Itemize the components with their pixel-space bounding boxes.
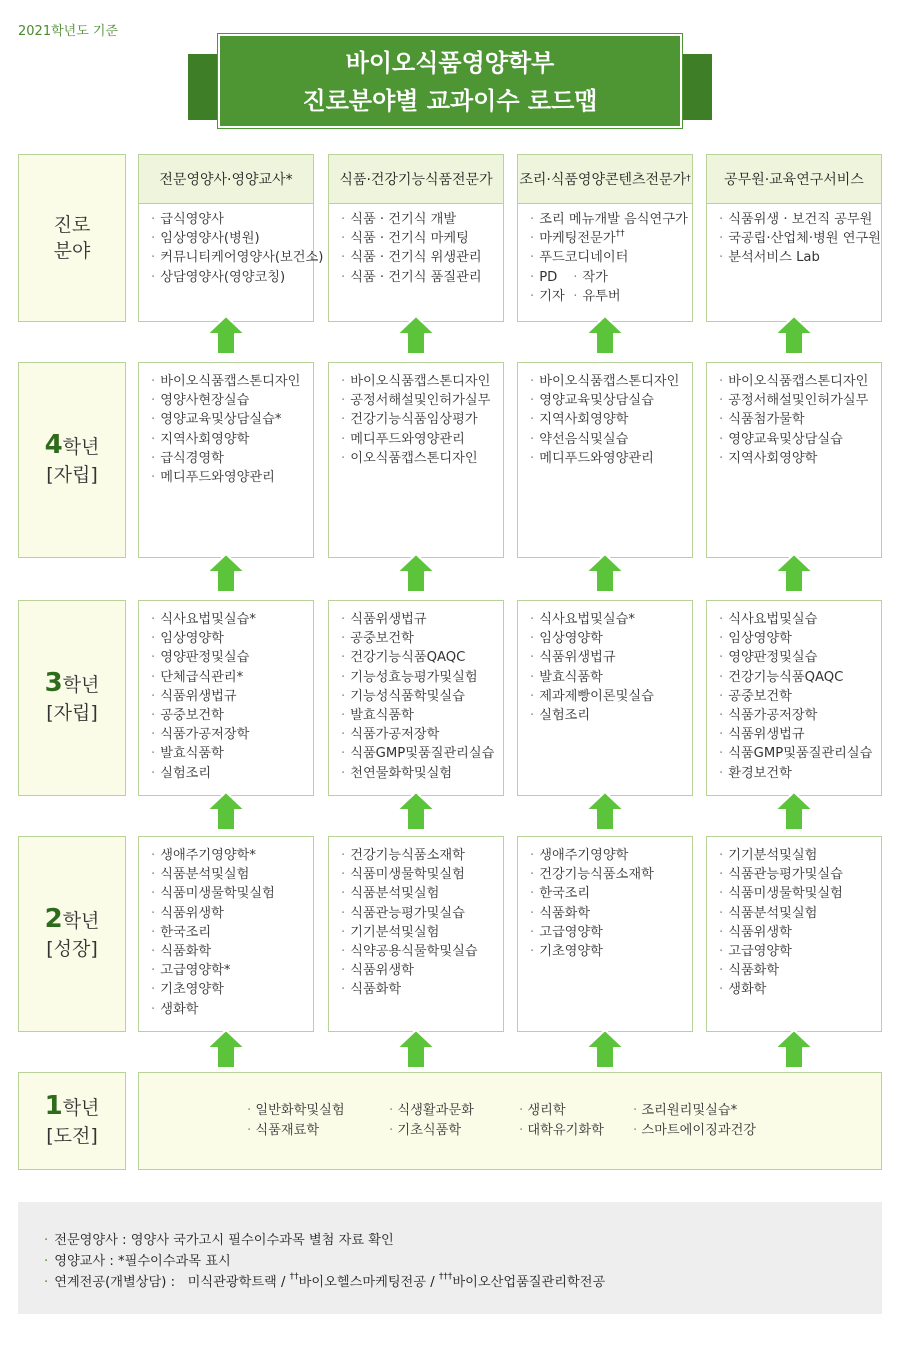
course-item: · 공중보건학: [341, 629, 503, 648]
career-item: · 식품 · 건기식 위생관리: [341, 248, 503, 267]
course-item: · 영양판정및실습: [719, 648, 881, 667]
grade-2-box: [18, 836, 126, 1032]
note-text-3-label: 연계전공(개별상담) :: [54, 1275, 176, 1290]
grade-4-box: [18, 362, 126, 558]
course-item: · 식품위생학: [341, 961, 503, 980]
course-item: · 바이오식품캡스톤디자인: [719, 372, 881, 391]
up-arrow-icon: [205, 1028, 247, 1070]
note-text-3-b: 바이오헬스마케팅전공 /: [298, 1275, 435, 1290]
course-item: · 영양판정및실습: [151, 648, 313, 667]
course-item: · 기기분석및실험: [341, 923, 503, 942]
course-item: · 임상영양학: [530, 629, 692, 648]
course-item: · 지역사회영양학: [530, 410, 692, 429]
course-item: · 식품GMP및품질관리실습: [341, 744, 503, 763]
page-title-line1: 바이오식품영양학부: [345, 49, 555, 77]
grade-3-box: [18, 600, 126, 796]
up-arrow-icon: [395, 314, 437, 356]
course-item: · 식품위생법규: [341, 610, 503, 629]
grade-2-subtitle: [성장]: [46, 938, 98, 960]
column-header-sup: †: [686, 174, 691, 184]
year-tag: 2021학년도 기준: [18, 24, 119, 39]
course-item: · 식품가공저장학: [719, 706, 881, 725]
page-title: [218, 34, 682, 128]
up-arrow-icon: [395, 1028, 437, 1070]
note-sup-b: ††: [289, 1272, 299, 1282]
list-item: · 식품재료학: [247, 1121, 345, 1141]
grade2-col-3: [517, 836, 693, 1032]
course-item: · 고급영양학: [719, 942, 881, 961]
career-item: · 식품위생 · 보건직 공무원: [719, 210, 881, 229]
course-item: · 식품가공저장학: [151, 725, 313, 744]
course-item: · 식품미생물학및실험: [719, 884, 881, 903]
grade-3-subtitle: [자립]: [46, 702, 98, 724]
career-label-line2: 분야: [53, 240, 91, 262]
grade-1-course-group-1: [247, 1101, 345, 1141]
column-header-2: [328, 154, 504, 204]
course-item: · 공정서해설및인허가실무: [719, 391, 881, 410]
notes-box: [18, 1202, 882, 1314]
course-item: · 식품위생법규: [530, 648, 692, 667]
career-item: · 상담영양사(영양코칭): [151, 268, 313, 287]
grade3-col-4: [706, 600, 882, 796]
career-item: · 급식영양사: [151, 210, 313, 229]
grade-1-courses-box: [138, 1072, 882, 1170]
course-item: · 환경보건학: [719, 764, 881, 783]
course-item: · 발효식품학: [151, 744, 313, 763]
course-item: · 식품위생학: [151, 904, 313, 923]
course-item: · 고급영양학: [530, 923, 692, 942]
course-item: · 임상영양학: [151, 629, 313, 648]
course-item: · 바이오식품캡스톤디자인: [530, 372, 692, 391]
course-item: · 발효식품학: [530, 668, 692, 687]
course-item: · 식품화학: [530, 904, 692, 923]
column-header-text: 식품·건강기능식품전문가: [339, 172, 493, 188]
grade4-col-1: [138, 362, 314, 558]
course-item: · 지역사회영양학: [719, 449, 881, 468]
course-item: · 식품가공저장학: [341, 725, 503, 744]
course-item: · 식품화학: [151, 942, 313, 961]
up-arrow-icon: [205, 314, 247, 356]
page-title-line2: 진로분야별 교과이수 로드맵: [302, 87, 598, 115]
course-item: · 생애주기영양학*: [151, 846, 313, 865]
course-item: · 한국조리: [530, 884, 692, 903]
course-item: · 지역사회영양학: [151, 430, 313, 449]
career-list-3: [517, 204, 693, 322]
course-item: · 기초영양학: [530, 942, 692, 961]
grade2-col-2: [328, 836, 504, 1032]
course-item: · 식품미생물학및실험: [341, 865, 503, 884]
course-item: · 식품분석및실험: [341, 884, 503, 903]
course-item: · 식사요법및실습*: [151, 610, 313, 629]
course-item: · 영양교육및상담실습: [530, 391, 692, 410]
course-item: · 천연물화학및실험: [341, 764, 503, 783]
course-item: · 기능성식품학및실습: [341, 687, 503, 706]
note-line-1: · 전문영양사 : 영양사 국가고시 필수이수과목 별첨 자료 확인: [44, 1233, 394, 1248]
note-text-3-c: 바이오산업품질관리학전공: [452, 1275, 606, 1290]
course-item: · 식사요법및실습: [719, 610, 881, 629]
up-arrow-icon: [584, 552, 626, 594]
course-item: · 식품GMP및품질관리실습: [719, 744, 881, 763]
course-item: · 건강기능식품소재학: [530, 865, 692, 884]
up-arrow-icon: [773, 314, 815, 356]
title-banner: [188, 34, 712, 130]
course-item: · 단체급식관리*: [151, 668, 313, 687]
course-item: · 공중보건학: [719, 687, 881, 706]
note-text-2: 영양교사 : *필수이수과목 표시: [54, 1254, 231, 1269]
up-arrow-icon: [395, 552, 437, 594]
course-item: · 식품위생법규: [719, 725, 881, 744]
list-item: · 스마트에이징과건강: [633, 1121, 756, 1141]
career-item: · 국공립·산업체·병원 연구원: [719, 229, 881, 248]
course-item: · 식품관능평가및실습: [719, 865, 881, 884]
grade4-col-3: [517, 362, 693, 558]
course-item: · 영양교육및상담실습: [719, 430, 881, 449]
up-arrow-icon: [773, 790, 815, 832]
column-header-text: 공무원·교육연구서비스: [724, 172, 864, 188]
grade-2-word: 학년: [62, 910, 100, 932]
career-label-line1: 진로: [53, 214, 91, 236]
course-item: · 식품위생법규: [151, 687, 313, 706]
up-arrow-icon: [584, 790, 626, 832]
course-item: · 급식경영학: [151, 449, 313, 468]
course-item: · 공정서해설및인허가실무: [341, 391, 503, 410]
list-item: · 대학유기화학: [519, 1121, 604, 1141]
up-arrow-icon: [205, 552, 247, 594]
grade3-col-1: [138, 600, 314, 796]
course-item: · 식품분석및실험: [719, 904, 881, 923]
career-item: · 푸드코디네이터: [530, 248, 692, 267]
course-item: · 약선음식및실습: [530, 430, 692, 449]
grade4-col-4: [706, 362, 882, 558]
course-item: · 바이오식품캡스톤디자인: [151, 372, 313, 391]
grade-1-number: 1: [44, 1091, 63, 1121]
course-item: · 식품위생학: [719, 923, 881, 942]
up-arrow-icon: [773, 1028, 815, 1070]
course-item: · 고급영양학*: [151, 961, 313, 980]
career-item: · 식품 · 건기식 마케팅: [341, 229, 503, 248]
career-item: · 조리 메뉴개발 음식연구가: [530, 210, 692, 229]
course-item: · 식품미생물학및실험: [151, 884, 313, 903]
course-item: · 실험조리: [151, 764, 313, 783]
career-list-2: [328, 204, 504, 322]
grade-3-word: 학년: [62, 674, 100, 696]
career-item: · 커뮤니티케어영양사(보건소): [151, 248, 313, 267]
column-header-text: 전문영양사·영양교사*: [159, 172, 293, 188]
career-item: · 식품 · 건기식 품질관리: [341, 268, 503, 287]
career-item-pair: · 기자 · 유투버: [530, 287, 692, 306]
course-item: · 식사요법및실습*: [530, 610, 692, 629]
course-item: · 건강기능식품QAQC: [719, 668, 881, 687]
course-item: · 영양교육및상담실습*: [151, 410, 313, 429]
career-item: · 분석서비스 Lab: [719, 248, 881, 267]
grade-1-box: [18, 1072, 126, 1170]
course-item: · 이오식품캡스톤디자인: [341, 449, 503, 468]
course-item: · 건강기능식품QAQC: [341, 648, 503, 667]
note-line-2: · 영양교사 : *필수이수과목 표시: [44, 1254, 231, 1269]
up-arrow-icon: [773, 552, 815, 594]
course-item: · 제과제빵이론및실습: [530, 687, 692, 706]
course-item: · 메디푸드와영양관리: [341, 430, 503, 449]
course-item: · 식품첨가물학: [719, 410, 881, 429]
career-list-4: [706, 204, 882, 322]
grade-1-course-group-2: [389, 1101, 474, 1141]
course-item: · 생화학: [151, 1000, 313, 1019]
career-list-1: [138, 204, 324, 322]
grade-1-subtitle: [도전]: [46, 1125, 98, 1147]
career-item: · 식품 · 건기식 개발: [341, 210, 503, 229]
grade-4-word: 학년: [62, 436, 100, 458]
career-item: · 임상영양사(병원): [151, 229, 313, 248]
course-item: · 공중보건학: [151, 706, 313, 725]
course-item: · 식품화학: [719, 961, 881, 980]
career-label-box: [18, 154, 126, 322]
note-text-3-a: 미식관광학트랙 /: [187, 1275, 286, 1290]
career-sup: ††: [615, 229, 625, 240]
grade3-col-3: [517, 600, 693, 796]
list-item: · 일반화학및실험: [247, 1101, 345, 1121]
course-item: · 식품관능평가및실습: [341, 904, 503, 923]
column-header-1: [138, 154, 314, 204]
note-text-1: 전문영양사 : 영양사 국가고시 필수이수과목 별첨 자료 확인: [54, 1233, 394, 1248]
course-item: · 실험조리: [530, 706, 692, 725]
grade-1-course-group-3: [519, 1101, 604, 1141]
note-line-3: · 연계전공(개별상담) : 미식관광학트랙 / ††바이오헬스마케팅전공 / †††바이오산업품질관리학전공: [44, 1272, 606, 1290]
course-item: · 발효식품학: [341, 706, 503, 725]
grade4-col-2: [328, 362, 504, 558]
grade-4-subtitle: [자립]: [46, 464, 98, 486]
career-item-pair: · PD · 작가: [530, 268, 692, 287]
course-item: · 식약공용식물학및실습: [341, 942, 503, 961]
course-item: · 임상영양학: [719, 629, 881, 648]
grade2-col-1: [138, 836, 314, 1032]
list-item: · 생리학: [519, 1101, 604, 1121]
career-item: · 마케팅전문가††: [530, 229, 692, 248]
course-item: · 기기분석및실험: [719, 846, 881, 865]
grade-2-number: 2: [44, 904, 63, 934]
column-header-4: [706, 154, 882, 204]
grade2-col-4: [706, 836, 882, 1032]
course-item: · 기능성효능평가및실험: [341, 668, 503, 687]
course-item: · 건강기능식품임상평가: [341, 410, 503, 429]
up-arrow-icon: [584, 1028, 626, 1070]
column-header-3: [517, 154, 693, 204]
grade-3-number: 3: [44, 668, 63, 698]
up-arrow-icon: [205, 790, 247, 832]
course-item: · 건강기능식품소재학: [341, 846, 503, 865]
course-item: · 식품화학: [341, 980, 503, 999]
course-item: · 식품분석및실험: [151, 865, 313, 884]
course-item: · 생애주기영양학: [530, 846, 692, 865]
course-item: · 기초영양학: [151, 980, 313, 999]
list-item: · 식생활과문화: [389, 1101, 474, 1121]
course-item: · 메디푸드와영양관리: [530, 449, 692, 468]
list-item: · 기초식품학: [389, 1121, 474, 1141]
grade-1-word: 학년: [62, 1097, 100, 1119]
note-sup-c: †††: [438, 1272, 453, 1282]
up-arrow-icon: [584, 314, 626, 356]
up-arrow-icon: [395, 790, 437, 832]
grade-1-course-group-4: [633, 1101, 756, 1141]
course-item: · 생화학: [719, 980, 881, 999]
course-item: · 메디푸드와영양관리: [151, 468, 313, 487]
grade-4-number: 4: [44, 430, 63, 460]
course-item: · 한국조리: [151, 923, 313, 942]
column-header-text: 조리·식품영양콘텐츠전문가: [519, 172, 687, 188]
list-item: · 조리원리및실습*: [633, 1101, 756, 1121]
course-item: · 바이오식품캡스톤디자인: [341, 372, 503, 391]
grade3-col-2: [328, 600, 504, 796]
course-item: · 영양사현장실습: [151, 391, 313, 410]
